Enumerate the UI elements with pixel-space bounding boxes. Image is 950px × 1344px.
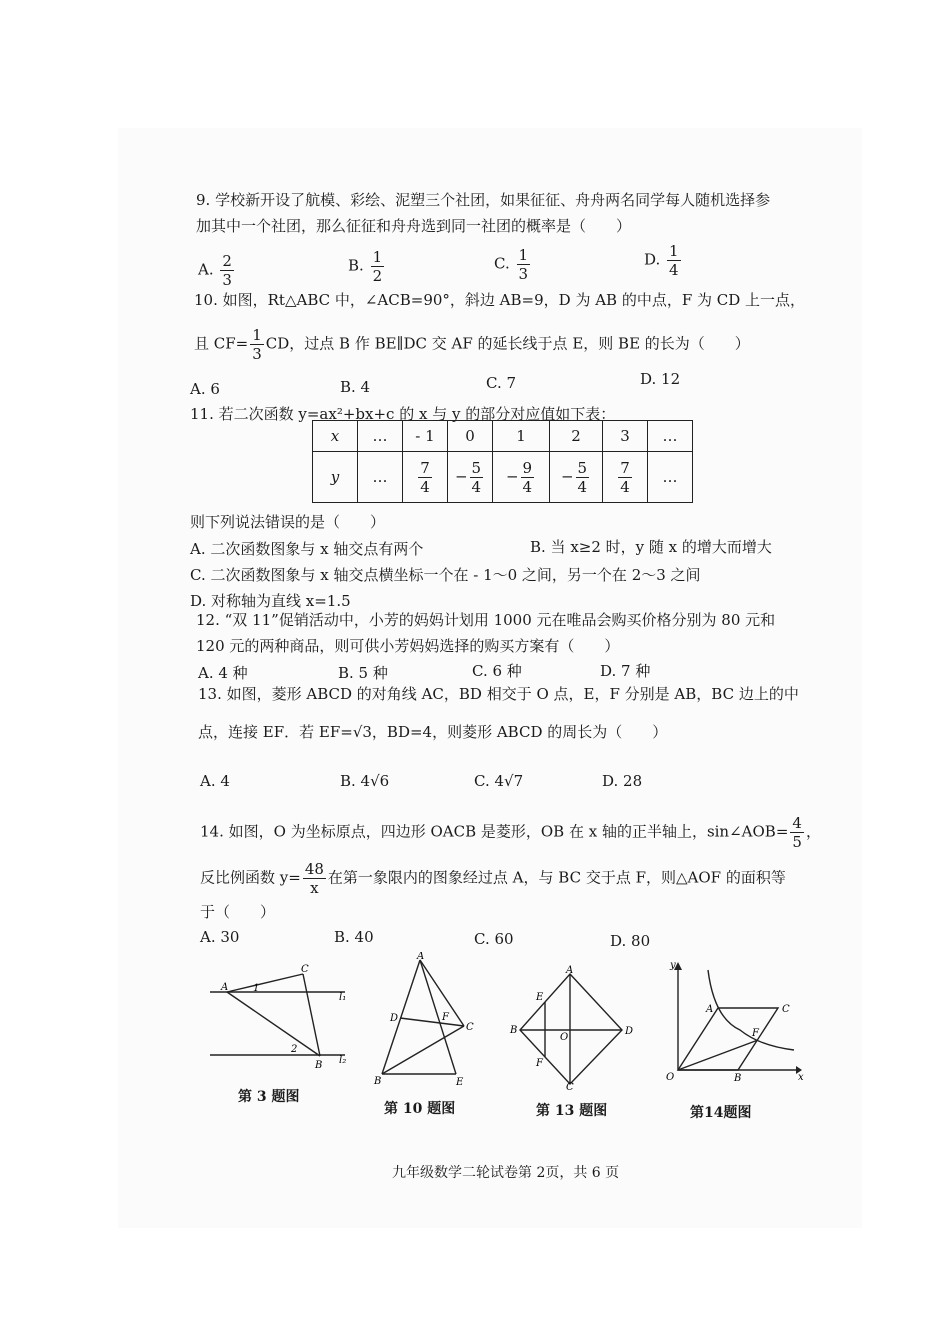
figure-3-caption: 第 3 题图 [238, 1089, 300, 1105]
q14-line1: 14. 如图，O 为坐标原点，四边形 OACB 是菱形，OB 在 x 轴的正半轴上，sin∠AOB= $\frac{4}{5}$ ， [200, 814, 821, 851]
q10-option-b[interactable]: B. 4 [340, 378, 371, 396]
label-b: B [734, 1073, 742, 1084]
label-a: A [417, 952, 425, 962]
q12-line1: 12. “双 11”促销活动中，小芳的妈妈计划用 1000 元在唯品会购买价格分别为 80 元和 [196, 611, 776, 629]
table-cell: - 1 [403, 421, 448, 452]
q9-option-b[interactable]: B. $\frac{1}{2}$ [348, 248, 383, 285]
label-c: C [566, 1082, 574, 1090]
label-d: D [390, 1013, 399, 1024]
q9-line1: 9. 学校新开设了航模、彩绘、泥塑三个社团，如果征征、舟舟两名同学每人随机选择参 [196, 191, 771, 209]
label-a: A [221, 982, 229, 993]
q11-option-b[interactable]: B. 当 x≥2 时，y 随 x 的增大而增大 [530, 538, 772, 556]
q13-option-b[interactable]: B. 4√6 [340, 772, 390, 790]
figure-13-diagram [506, 964, 636, 1090]
q9-option-a[interactable]: A. $\frac{2}{3}$ [198, 252, 232, 289]
q11-y-row [313, 452, 693, 503]
label-o: O [560, 1032, 569, 1043]
table-cell: 0 [448, 421, 493, 452]
table-cell: 2 [550, 421, 603, 452]
label-o: O [666, 1072, 675, 1083]
table-cell: … [648, 421, 693, 452]
figure-14-caption: 第14题图 [690, 1105, 752, 1121]
figure-3-diagram [205, 960, 355, 1075]
q10-option-c[interactable]: C. 7 [486, 374, 517, 392]
table-cell: − $\frac{5}{4}$ [448, 452, 493, 503]
label-d: D [625, 1026, 634, 1037]
q10-option-d[interactable]: D. 12 [640, 370, 681, 388]
label-l2: l₂ [339, 1055, 347, 1066]
q12-line2: 120 元的两种商品，则可供小芳妈妈选择的购买方案有（ ） [196, 637, 620, 655]
q14-option-a[interactable]: A. 30 [200, 928, 240, 946]
q14-option-d[interactable]: D. 80 [610, 932, 651, 950]
q11-option-c[interactable]: C. 二次函数图象与 x 轴交点横坐标一个在 - 1～0 之间，另一个在 2～3 之间 [190, 566, 701, 584]
q14-line2: 反比例函数 y= $\frac{48}{x}$ 在第一象限内的图象经过点 A，与 BC 交于点 F，则△AOF 的面积等 [200, 860, 786, 897]
table-cell: $\frac{7}{4}$ [403, 452, 448, 503]
q14-line3: 于（ ） [200, 903, 276, 921]
label-a: A [566, 965, 574, 976]
label-b: B [510, 1025, 518, 1036]
q10-line1: 10. 如图，Rt△ABC 中，∠ACB=90°，斜边 AB=9，D 为 AB 的中点，F 为 CD 上一点， [194, 291, 806, 309]
q13-line2: 点，连接 EF．若 EF=√3，BD=4，则菱形 ABCD 的周长为（ ） [198, 723, 668, 741]
q11-option-d[interactable]: D. 对称轴为直线 x=1.5 [190, 592, 351, 610]
table-cell: 3 [603, 421, 648, 452]
label-e: E [456, 1077, 464, 1088]
label-l1: l₁ [339, 992, 347, 1003]
label-f: F [536, 1058, 543, 1069]
q11-value-table [312, 420, 693, 503]
page-footer: 九年级数学二轮试卷第 2页，共 6 页 [392, 1165, 620, 1181]
q13-option-c[interactable]: C. 4√7 [474, 772, 524, 790]
q13-option-a[interactable]: A. 4 [200, 772, 230, 790]
q12-option-d[interactable]: D. 7 种 [600, 662, 651, 680]
q11-line2: 则下列说法错误的是（ ） [190, 513, 386, 531]
figure-10-diagram [370, 952, 480, 1092]
label-c: C [782, 1004, 790, 1015]
label-y: y [670, 960, 676, 971]
q12-option-c[interactable]: C. 6 种 [472, 662, 522, 680]
q11-x-row [313, 421, 693, 452]
q11-option-a[interactable]: A. 二次函数图象与 x 轴交点有两个 [190, 540, 424, 558]
figure-13-caption: 第 13 题图 [536, 1103, 608, 1119]
q14-option-b[interactable]: B. 40 [334, 928, 374, 946]
q14-option-c[interactable]: C. 60 [474, 930, 514, 948]
q9-option-c[interactable]: C. $\frac{1}{3}$ [494, 246, 529, 283]
q13-line1: 13. 如图，菱形 ABCD 的对角线 AC，BD 相交于 O 点，E，F 分别是 AB，BC 边上的中 [198, 685, 799, 703]
table-cell: … [648, 452, 693, 503]
q10-line2: 且 CF= $\frac{1}{3}$ CD，过点 B 作 BE∥DC 交 AF 的延长线于点 E，则 BE 的长为（ ） [194, 326, 750, 363]
q9-line2: 加其中一个社团，那么征征和舟舟选到同一社团的概率是（ ） [196, 217, 632, 235]
q12-option-b[interactable]: B. 5 种 [338, 664, 388, 682]
table-cell: … [358, 421, 403, 452]
label-f: F [442, 1012, 449, 1023]
figure-14-diagram [660, 958, 810, 1088]
label-f: F [752, 1028, 759, 1039]
q12-option-a[interactable]: A. 4 种 [198, 664, 248, 682]
q10-option-a[interactable]: A. 6 [190, 380, 220, 398]
label-b: B [315, 1060, 323, 1071]
label-x: x [798, 1072, 804, 1083]
table-cell: − $\frac{5}{4}$ [550, 452, 603, 503]
table-cell: … [358, 452, 403, 503]
label-b: B [374, 1076, 382, 1087]
table-cell: − $\frac{9}{4}$ [493, 452, 550, 503]
table-cell: x [313, 421, 358, 452]
angle-2-label: 2 [291, 1044, 298, 1055]
q13-option-d[interactable]: D. 28 [602, 772, 643, 790]
label-c: C [466, 1022, 474, 1033]
table-cell: y [313, 452, 358, 503]
table-cell: 1 [493, 421, 550, 452]
label-c: C [301, 964, 309, 975]
figure-10-caption: 第 10 题图 [384, 1101, 456, 1117]
angle-1-label: 1 [253, 983, 260, 994]
table-cell: $\frac{7}{4}$ [603, 452, 648, 503]
q11-line1: 11. 若二次函数 y=ax²+bx+c 的 x 与 y 的部分对应值如下表： [190, 405, 616, 423]
label-a: A [706, 1004, 714, 1015]
q9-option-d[interactable]: D. $\frac{1}{4}$ [644, 242, 679, 279]
label-e: E [536, 992, 544, 1003]
